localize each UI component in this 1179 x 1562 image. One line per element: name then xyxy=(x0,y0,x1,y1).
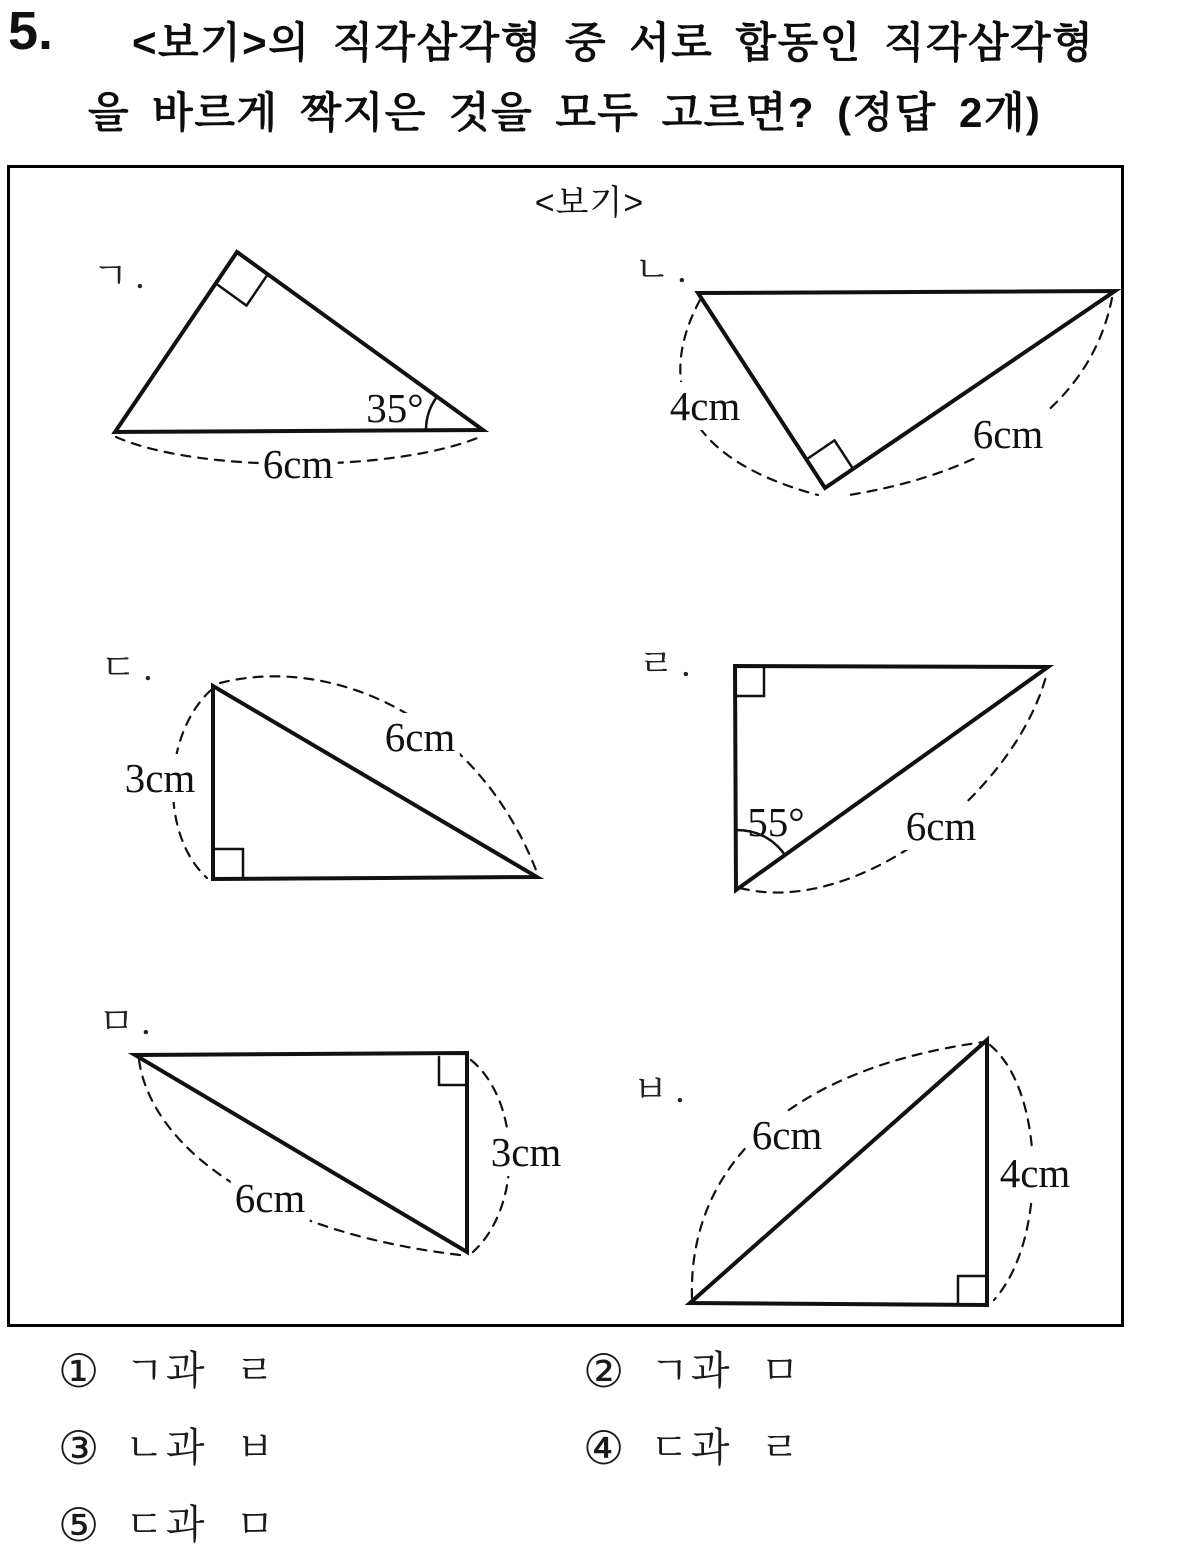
option-4-number: ④ xyxy=(583,1421,625,1475)
option-5-number: ⑤ xyxy=(58,1498,100,1552)
triangle-g-label: ㄱ. xyxy=(92,256,152,297)
triangle-r-label: ㄹ. xyxy=(638,644,698,685)
triangle-r-hyp-label: 6cm xyxy=(902,802,981,850)
triangle-r-angle-label: 55° xyxy=(747,799,805,845)
option-1 xyxy=(58,1344,277,1398)
option-5-label: ㄷ과 ㅁ xyxy=(125,1503,277,1547)
triangle-g-angle-label: 35° xyxy=(366,385,424,431)
triangle-b-right-label: 4cm xyxy=(996,1149,1075,1197)
question-number: 5. xyxy=(8,1,54,61)
angle-arc-35 xyxy=(426,397,437,430)
triangle-m-hyp-label: 6cm xyxy=(231,1174,310,1222)
triangle-n-left-label: 4cm xyxy=(666,382,745,430)
triangle-b-hyp-label: 6cm xyxy=(748,1111,827,1159)
right-angle-marker xyxy=(213,849,243,879)
right-angle-marker xyxy=(439,1057,467,1085)
triangle-m-outline xyxy=(135,1053,467,1252)
measure-arc-hypotenuse xyxy=(220,676,536,870)
question-text-line2: 을 바르게 짝지은 것을 모두 고르면? (정답 2개) xyxy=(88,89,1042,136)
measure-arc-right xyxy=(843,298,1112,496)
right-angle-marker xyxy=(958,1276,987,1305)
option-3-number: ③ xyxy=(58,1421,100,1475)
triangle-n xyxy=(680,291,1115,496)
triangle-n-label: ㄴ. xyxy=(634,250,694,291)
option-4 xyxy=(583,1421,802,1475)
triangle-n-right-label: 6cm xyxy=(969,410,1048,458)
triangle-d-label: ㄷ. xyxy=(100,648,160,689)
option-2 xyxy=(583,1344,802,1398)
exhibit-title: <보기> xyxy=(534,184,645,222)
triangle-g xyxy=(115,252,483,464)
triangle-d xyxy=(173,676,537,879)
triangle-m xyxy=(135,1053,510,1255)
measure-arc-hypotenuse xyxy=(139,1060,460,1255)
triangle-g-base-label: 6cm xyxy=(259,440,338,488)
question-text-line1: <보기>의 직각삼각형 중 서로 합동인 직각삼각형 xyxy=(132,19,1095,66)
triangle-d-outline xyxy=(213,686,537,879)
option-5 xyxy=(58,1498,277,1552)
right-angle-marker xyxy=(735,666,764,696)
option-3-label: ㄴ과 ㅂ xyxy=(125,1426,277,1470)
option-2-number: ② xyxy=(583,1344,625,1398)
option-1-label: ㄱ과 ㄹ xyxy=(125,1349,277,1393)
triangle-m-right-label: 3cm xyxy=(487,1128,566,1176)
triangle-r xyxy=(735,666,1048,893)
option-4-label: ㄷ과 ㄹ xyxy=(650,1426,802,1470)
triangle-d-left-label: 3cm xyxy=(121,754,200,802)
right-angle-marker xyxy=(806,440,853,469)
triangle-d-hyp-label: 6cm xyxy=(381,713,460,761)
triangle-b-outline xyxy=(690,1040,987,1305)
right-angle-marker xyxy=(216,274,268,305)
triangle-g-outline xyxy=(115,252,483,432)
triangle-r-outline xyxy=(735,666,1048,890)
option-1-number: ① xyxy=(58,1344,100,1398)
triangle-n-outline xyxy=(698,291,1115,488)
measure-arc-hypotenuse xyxy=(740,673,1047,893)
option-2-label: ㄱ과 ㅁ xyxy=(650,1349,802,1393)
option-3 xyxy=(58,1421,277,1475)
triangle-b xyxy=(690,1040,1033,1305)
triangle-m-label: ㅁ. xyxy=(98,1002,158,1043)
triangle-b-label: ㅂ. xyxy=(632,1070,692,1111)
